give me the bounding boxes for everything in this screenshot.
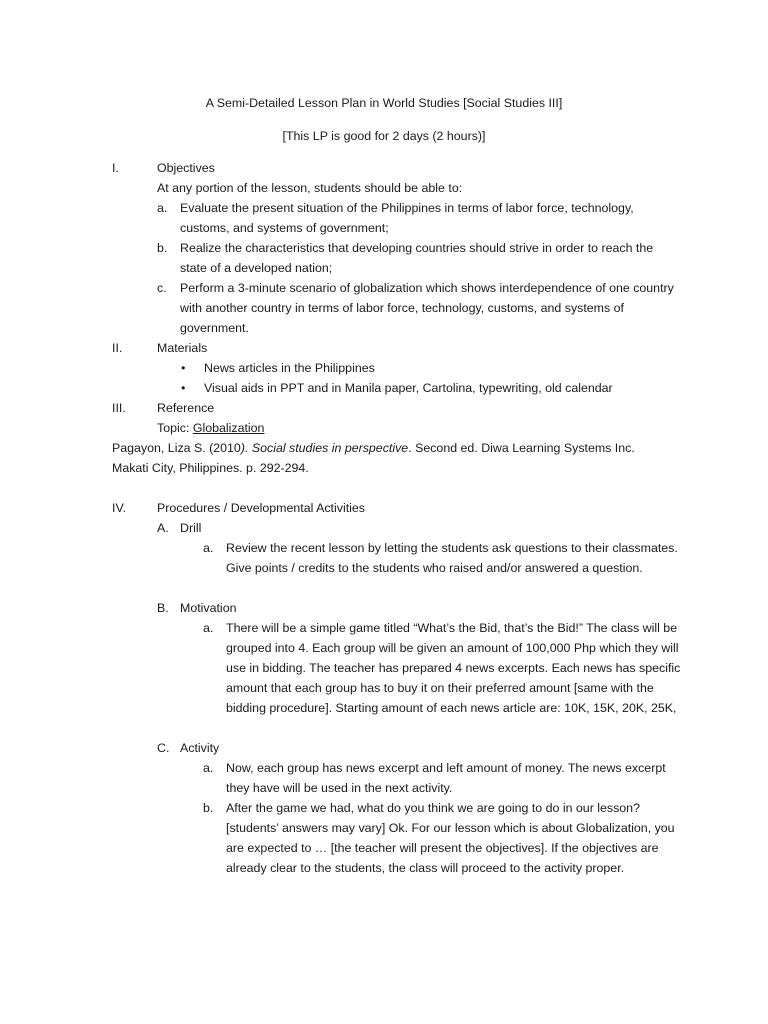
procedure-item-letter: a.: [203, 761, 214, 775]
citation-title: ). Social studies in perspective: [240, 441, 409, 455]
procedure-item-letter: a.: [203, 541, 214, 555]
objective-item: Evaluate the present situation of the Philippines in terms of labor force, technology, customs, and systems of government;: [180, 201, 634, 235]
section-heading-objectives: Objectives: [157, 161, 215, 175]
section-heading-reference: Reference: [157, 401, 215, 415]
section-heading-procedures: Procedures / Developmental Activities: [157, 501, 365, 515]
document-subtitle: [This LP is good for 2 days (2 hours)]: [282, 129, 486, 143]
procedure-item: Now, each group has news excerpt and left amount of money. The news excerpt they have will be used in the next activity.: [226, 761, 666, 795]
objective-letter: a.: [157, 201, 168, 215]
bullet-icon: •: [181, 381, 186, 395]
citation-line-2: Makati City, Philippines. p. 292-294.: [112, 461, 309, 475]
section-number-reference: III.: [112, 401, 126, 415]
subsection-letter: B.: [157, 601, 169, 615]
subsection-title-drill: Drill: [180, 521, 202, 535]
objective-item: Realize the characteristics that developing countries should strive in order to reach the state of a developed nation;: [180, 241, 654, 275]
topic-label: Topic:: [157, 421, 193, 435]
procedure-item: Review the recent lesson by letting the students ask questions to their classmates. Give points / credits to the students who raised and/or answered a question.: [226, 541, 678, 575]
objectives-intro: At any portion of the lesson, students should be able to:: [157, 181, 463, 195]
subsection-letter: C.: [157, 741, 170, 755]
section-number-procedures: IV.: [112, 501, 127, 515]
procedure-item: There will be a simple game titled “What’s the Bid, that’s the Bid!” The class will be grouped into 4. Each group will be given an amount of 100,000 Php which they will use in bidding. The teacher has prepared 4 news excerpts. Each news has specific amount that each group has to buy it on their preferred amount [same with the bidding procedure]. Starting amount of each news article are: 10K, 15K, 20K, 25K,: [226, 621, 681, 715]
procedure-item: After the game we had, what do you think we are going to do in our lesson? [students’ answers may vary] Ok. For our lesson which is about Globalization, you are expected to … [the teacher will present the objectives]. If the objectives are already clear to the students, the class will proceed to the activity proper.: [226, 801, 675, 875]
objective-item: Perform a 3-minute scenario of globalization which shows interdependence of one country with another country in terms of labor force, technology, customs, and systems of government.: [180, 281, 674, 335]
material-item: News articles in the Philippines: [204, 361, 375, 375]
objective-letter: c.: [157, 281, 167, 295]
citation-rest: . Second ed. Diwa Learning Systems Inc.: [408, 441, 635, 455]
reference-citation: [112, 438, 635, 458]
procedure-item-letter: b.: [203, 801, 214, 815]
citation-author: Pagayon, Liza S. (2010: [112, 441, 241, 455]
bullet-icon: •: [181, 361, 186, 375]
document-title: A Semi-Detailed Lesson Plan in World Studies [Social Studies III]: [205, 96, 563, 110]
topic-value: Globalization: [192, 421, 265, 435]
section-heading-materials: Materials: [157, 341, 208, 355]
procedure-item-letter: a.: [203, 621, 214, 635]
subsection-title-activity: Activity: [180, 741, 220, 755]
subsection-title-motivation: Motivation: [180, 601, 237, 615]
reference-topic: [157, 418, 264, 438]
section-number-objectives: I.: [112, 161, 119, 175]
subsection-letter: A.: [157, 521, 169, 535]
section-number-materials: II.: [112, 341, 123, 355]
material-item: Visual aids in PPT and in Manila paper, Cartolina, typewriting, old calendar: [204, 381, 613, 395]
objective-letter: b.: [157, 241, 168, 255]
